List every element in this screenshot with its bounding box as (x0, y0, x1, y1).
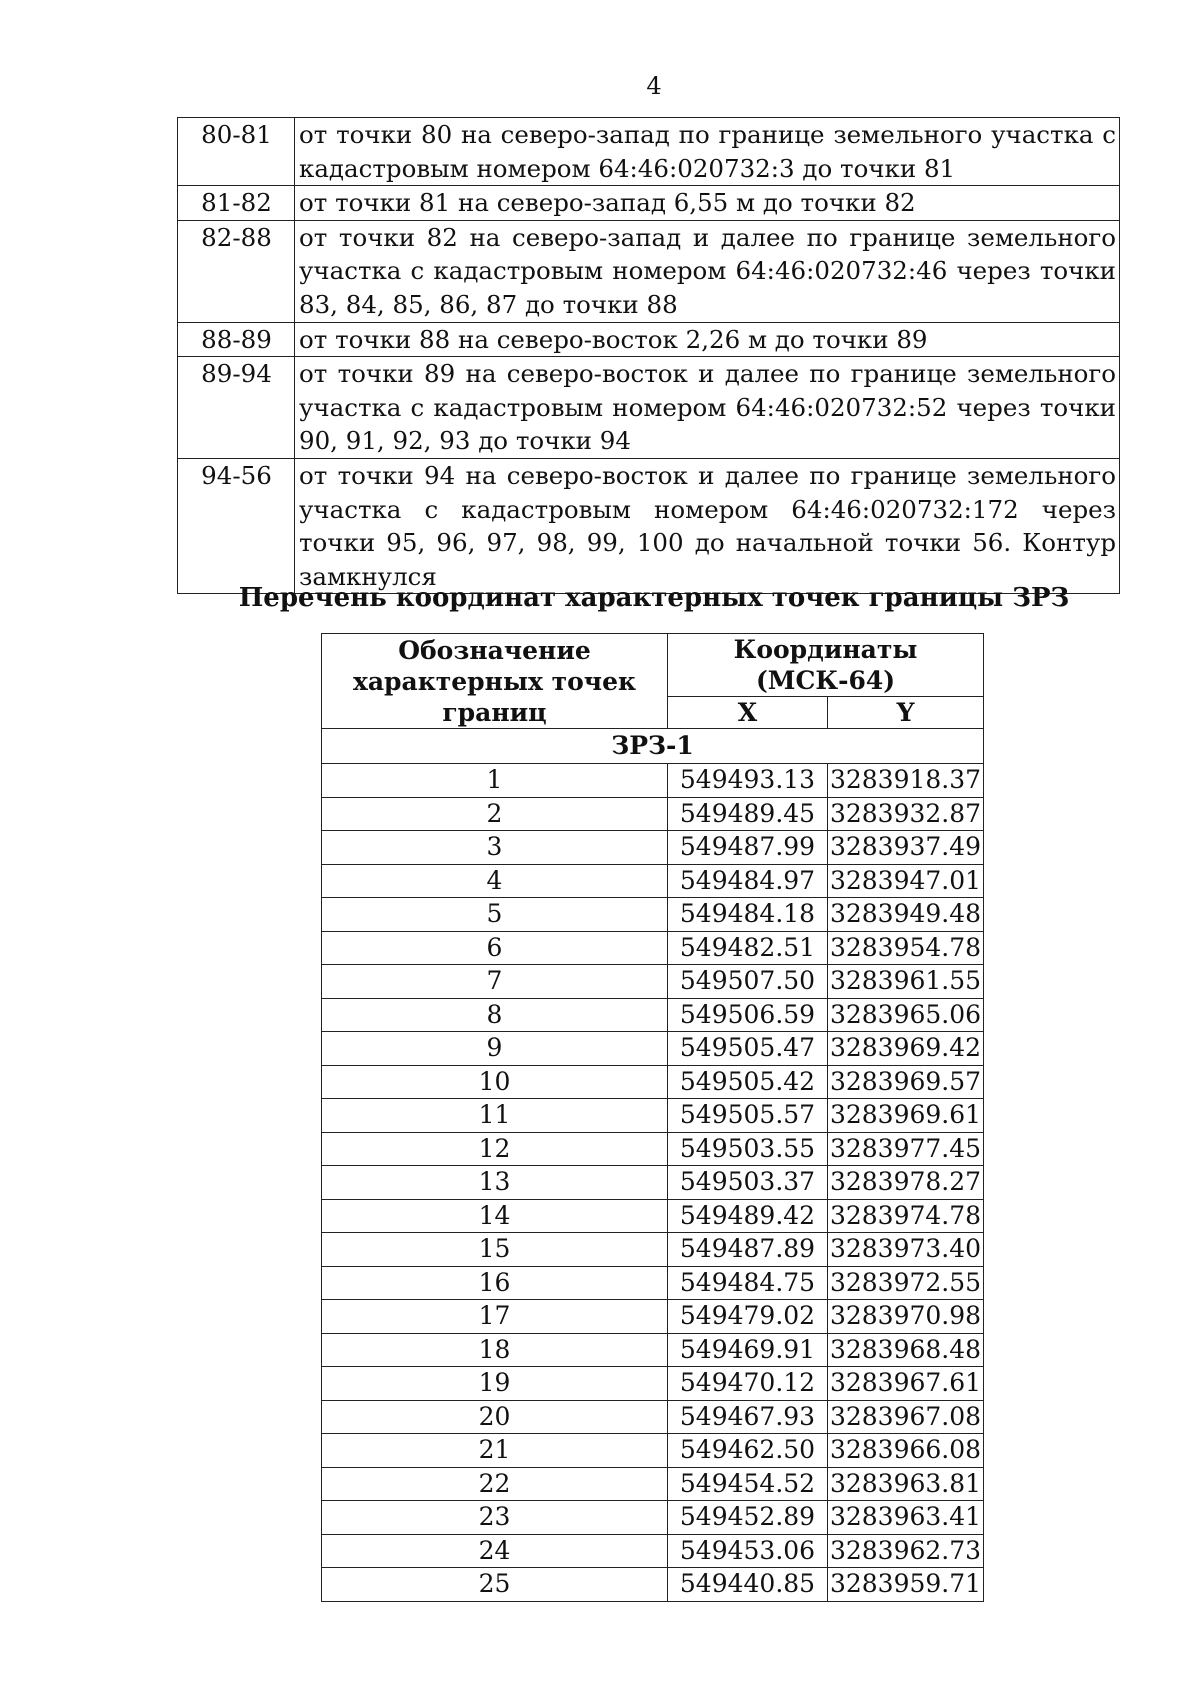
section-title: Перечень координат характерных точек границы ЗРЗ (238, 583, 1070, 613)
header-x-label: X (668, 697, 828, 729)
point-number-cell: 14 (322, 1199, 668, 1233)
x-coordinate-cell: 549503.55 (668, 1132, 828, 1166)
boundary-row (178, 458, 1120, 593)
y-coordinate-cell: 3283977.45 (828, 1132, 984, 1166)
point-number-cell: 11 (322, 1099, 668, 1133)
coordinate-row (322, 1132, 984, 1166)
point-number-cell: 15 (322, 1233, 668, 1267)
point-number-cell: 2 (322, 797, 668, 831)
point-number-cell: 12 (322, 1132, 668, 1166)
point-number-cell: 17 (322, 1300, 668, 1334)
x-coordinate-cell: 549505.42 (668, 1065, 828, 1099)
boundary-row (178, 220, 1120, 322)
description-cell: от точки 88 на северо-восток 2,26 м до точки 89 (295, 322, 1120, 357)
coordinate-row (322, 764, 984, 798)
x-coordinate-cell: 549484.97 (668, 864, 828, 898)
point-number-cell: 22 (322, 1467, 668, 1501)
x-coordinate-cell: 549489.42 (668, 1199, 828, 1233)
coordinate-row (322, 1534, 984, 1568)
coordinate-row (322, 1065, 984, 1099)
x-coordinate-cell: 549503.37 (668, 1166, 828, 1200)
x-coordinate-cell: 549484.75 (668, 1266, 828, 1300)
point-number-cell: 18 (322, 1333, 668, 1367)
segment-cell: 94-56 (178, 458, 295, 593)
point-number-cell: 21 (322, 1434, 668, 1468)
point-number-cell: 3 (322, 831, 668, 865)
point-number-cell: 5 (322, 898, 668, 932)
y-coordinate-cell: 3283918.37 (828, 764, 984, 798)
x-coordinate-cell: 549484.18 (668, 898, 828, 932)
group-row (322, 729, 984, 764)
point-number-cell: 13 (322, 1166, 668, 1200)
y-coordinate-cell: 3283954.78 (828, 931, 984, 965)
y-coordinate-cell: 3283937.49 (828, 831, 984, 865)
point-number-cell: 9 (322, 1032, 668, 1066)
description-cell: от точки 80 на северо-запад по границе земельного участка с кадастровым номером 64:46:020732:3 до точки 81 (295, 118, 1120, 186)
y-coordinate-cell: 3283969.61 (828, 1099, 984, 1133)
coordinate-row (322, 1199, 984, 1233)
coordinates-table-body (322, 764, 984, 1602)
group-label: ЗРЗ-1 (322, 729, 984, 764)
y-coordinate-cell: 3283962.73 (828, 1534, 984, 1568)
x-coordinate-cell: 549453.06 (668, 1534, 828, 1568)
description-cell: от точки 82 на северо-запад и далее по границе земельного участка с кадастровым номером 64:46:020732:46 через точки 83, 84, 85, 86, 87 до точки 88 (295, 220, 1120, 322)
y-coordinate-cell: 3283959.71 (828, 1568, 984, 1602)
segment-cell: 81-82 (178, 186, 295, 221)
boundary-row (178, 322, 1120, 357)
y-coordinate-cell: 3283963.41 (828, 1501, 984, 1535)
x-coordinate-cell: 549452.89 (668, 1501, 828, 1535)
segment-cell: 80-81 (178, 118, 295, 186)
y-coordinate-cell: 3283932.87 (828, 797, 984, 831)
segment-cell: 82-88 (178, 220, 295, 322)
boundary-description-table (177, 117, 1120, 594)
description-cell: от точки 81 на северо-запад 6,55 м до точки 82 (295, 186, 1120, 221)
coordinate-row (322, 1099, 984, 1133)
x-coordinate-cell: 549440.85 (668, 1568, 828, 1602)
coordinate-row (322, 1300, 984, 1334)
y-coordinate-cell: 3283974.78 (828, 1199, 984, 1233)
header-points-cell (322, 634, 668, 729)
coordinate-row (322, 831, 984, 865)
x-coordinate-cell: 549487.99 (668, 831, 828, 865)
coordinate-row (322, 931, 984, 965)
page-number: 4 (646, 72, 662, 100)
point-number-cell: 8 (322, 998, 668, 1032)
coordinate-row (322, 1467, 984, 1501)
point-number-cell: 16 (322, 1266, 668, 1300)
coordinate-row (322, 864, 984, 898)
y-coordinate-cell: 3283967.61 (828, 1367, 984, 1401)
y-coordinate-cell: 3283963.81 (828, 1467, 984, 1501)
point-number-cell: 1 (322, 764, 668, 798)
x-coordinate-cell: 549487.89 (668, 1233, 828, 1267)
point-number-cell: 19 (322, 1367, 668, 1401)
x-coordinate-cell: 549462.50 (668, 1434, 828, 1468)
y-coordinate-cell: 3283972.55 (828, 1266, 984, 1300)
y-coordinate-cell: 3283947.01 (828, 864, 984, 898)
x-coordinate-cell: 549467.93 (668, 1400, 828, 1434)
coordinates-table (321, 633, 984, 1602)
header-points-label: Обозначение характерных точек границ (352, 635, 637, 727)
coordinate-row (322, 1166, 984, 1200)
x-coordinate-cell: 549505.47 (668, 1032, 828, 1066)
point-number-cell: 20 (322, 1400, 668, 1434)
y-coordinate-cell: 3283969.42 (828, 1032, 984, 1066)
x-coordinate-cell: 549482.51 (668, 931, 828, 965)
segment-cell: 89-94 (178, 357, 295, 459)
x-coordinate-cell: 549507.50 (668, 965, 828, 999)
point-number-cell: 6 (322, 931, 668, 965)
point-number-cell: 23 (322, 1501, 668, 1535)
coordinates-table-header (322, 634, 984, 764)
point-number-cell: 4 (322, 864, 668, 898)
coordinate-row (322, 1568, 984, 1602)
y-coordinate-cell: 3283961.55 (828, 965, 984, 999)
boundary-row (178, 118, 1120, 186)
y-coordinate-cell: 3283973.40 (828, 1233, 984, 1267)
y-coordinate-cell: 3283978.27 (828, 1166, 984, 1200)
coordinate-row (322, 1266, 984, 1300)
boundary-row (178, 357, 1120, 459)
x-coordinate-cell: 549470.12 (668, 1367, 828, 1401)
x-coordinate-cell: 549505.57 (668, 1099, 828, 1133)
y-coordinate-cell: 3283967.08 (828, 1400, 984, 1434)
header-y-label: Y (828, 697, 984, 729)
y-coordinate-cell: 3283968.48 (828, 1333, 984, 1367)
x-coordinate-cell: 549506.59 (668, 998, 828, 1032)
header-coords-label: Координаты (МСК-64) (668, 634, 984, 697)
coordinate-row (322, 965, 984, 999)
coordinate-row (322, 1501, 984, 1535)
x-coordinate-cell: 549469.91 (668, 1333, 828, 1367)
point-number-cell: 24 (322, 1534, 668, 1568)
boundary-table-body (178, 118, 1120, 594)
coordinate-row (322, 1367, 984, 1401)
description-cell: от точки 94 на северо-восток и далее по границе земельного участка с кадастровым номером 64:46:020732:172 через точки 95, 96, 97, 98, 99, 100 до начальной точки 56. Контур замкнулся (295, 458, 1120, 593)
coordinate-row (322, 1400, 984, 1434)
coordinate-row (322, 1233, 984, 1267)
point-number-cell: 10 (322, 1065, 668, 1099)
point-number-cell: 25 (322, 1568, 668, 1602)
x-coordinate-cell: 549493.13 (668, 764, 828, 798)
coordinate-row (322, 998, 984, 1032)
coordinate-row (322, 1333, 984, 1367)
y-coordinate-cell: 3283965.06 (828, 998, 984, 1032)
x-coordinate-cell: 549479.02 (668, 1300, 828, 1334)
y-coordinate-cell: 3283970.98 (828, 1300, 984, 1334)
boundary-row (178, 186, 1120, 221)
x-coordinate-cell: 549454.52 (668, 1467, 828, 1501)
coordinate-row (322, 1032, 984, 1066)
description-cell: от точки 89 на северо-восток и далее по границе земельного участка с кадастровым номером 64:46:020732:52 через точки 90, 91, 92, 93 до точки 94 (295, 357, 1120, 459)
coordinate-row (322, 797, 984, 831)
segment-cell: 88-89 (178, 322, 295, 357)
header-row (322, 634, 984, 697)
coordinate-row (322, 1434, 984, 1468)
y-coordinate-cell: 3283949.48 (828, 898, 984, 932)
y-coordinate-cell: 3283966.08 (828, 1434, 984, 1468)
x-coordinate-cell: 549489.45 (668, 797, 828, 831)
coordinate-row (322, 898, 984, 932)
y-coordinate-cell: 3283969.57 (828, 1065, 984, 1099)
point-number-cell: 7 (322, 965, 668, 999)
